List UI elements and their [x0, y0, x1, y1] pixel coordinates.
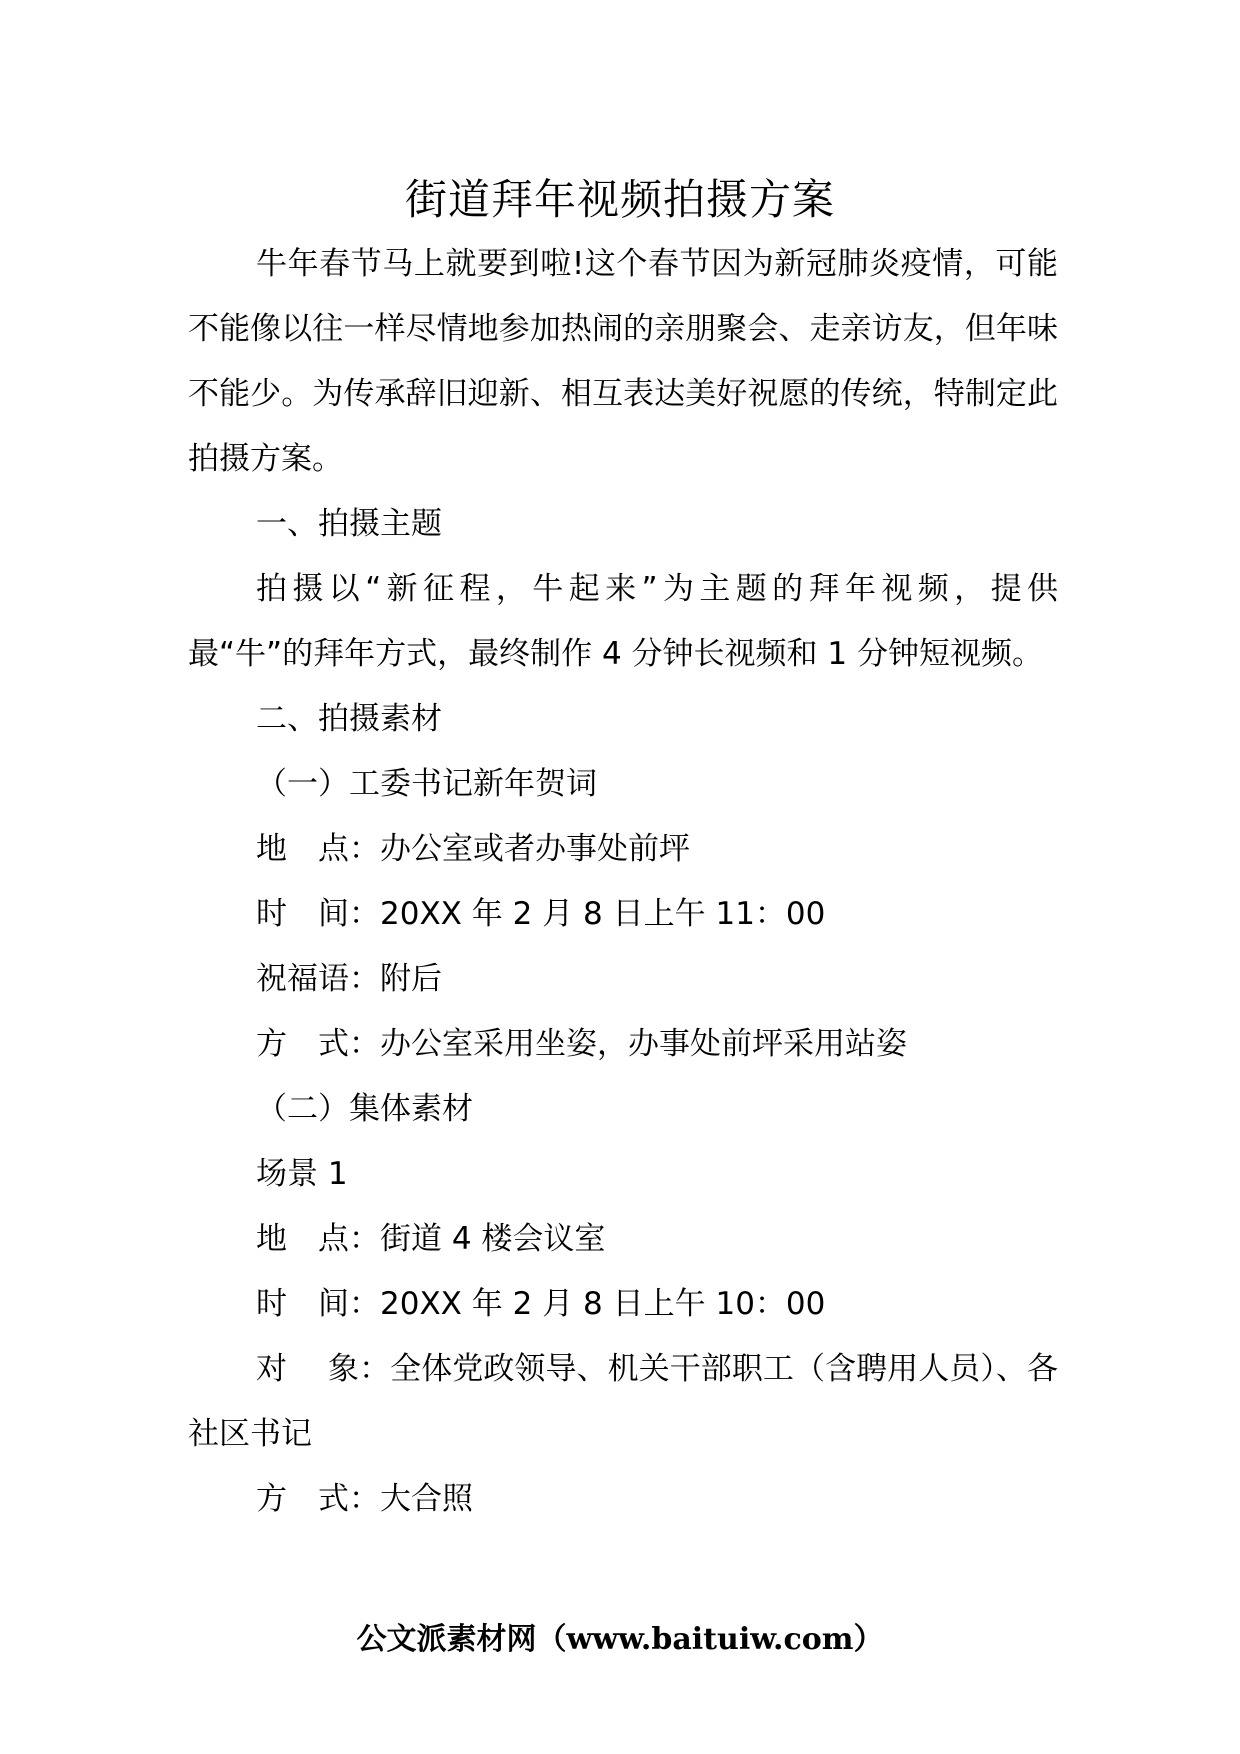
subsection-1-location: 地 点：办公室或者办事处前坪: [256, 831, 690, 867]
scene-1-time: 时 间：20XX 年 2 月 8 日上午 10：00: [256, 1286, 826, 1322]
section-1-heading: 一、拍摄主题: [256, 506, 442, 542]
section-1-paragraph: 拍摄以“新征程，牛起来”为主题的拜年视频，提供最“牛”的拜年方式，最终制作 4 分钟长视频和 1 分钟短视频。: [188, 571, 1058, 672]
subsection-1-method: 方 式：办公室采用坐姿，办事处前坪采用站姿: [256, 1026, 907, 1062]
subsection-2-heading: （二）集体素材: [256, 1091, 473, 1127]
scene-1-location: 地 点：街道 4 楼会议室: [256, 1221, 606, 1257]
subsection-1-time: 时 间：20XX 年 2 月 8 日上午 11：00: [256, 896, 826, 932]
intro-paragraph: 牛年春节马上就要到啦!这个春节因为新冠肺炎疫情，可能不能像以往一样尽情地参加热闹的亲朋聚会、走亲访友，但年味不能少。为传承辞旧迎新、相互表达美好祝愿的传统，特制定此拍摄方案。: [188, 246, 1058, 477]
document-body: [188, 232, 1058, 1532]
scene-1-method: 方 式：大合照: [256, 1481, 473, 1517]
document-title: 街道拜年视频拍摄方案: [404, 175, 835, 224]
scene-1-label: 场景 1: [256, 1156, 348, 1192]
subsection-1-heading: （一）工委书记新年贺词: [256, 766, 597, 802]
subsection-1-greeting: 祝福语：附后: [256, 961, 442, 997]
footer-watermark: 公文派素材网（www.baituiw.com）: [356, 1622, 884, 1657]
scene-1-target: 对 象：全体党政领导、机关干部职工（含聘用人员）、各社区书记: [188, 1351, 1058, 1452]
section-2-heading: 二、拍摄素材: [256, 701, 442, 737]
